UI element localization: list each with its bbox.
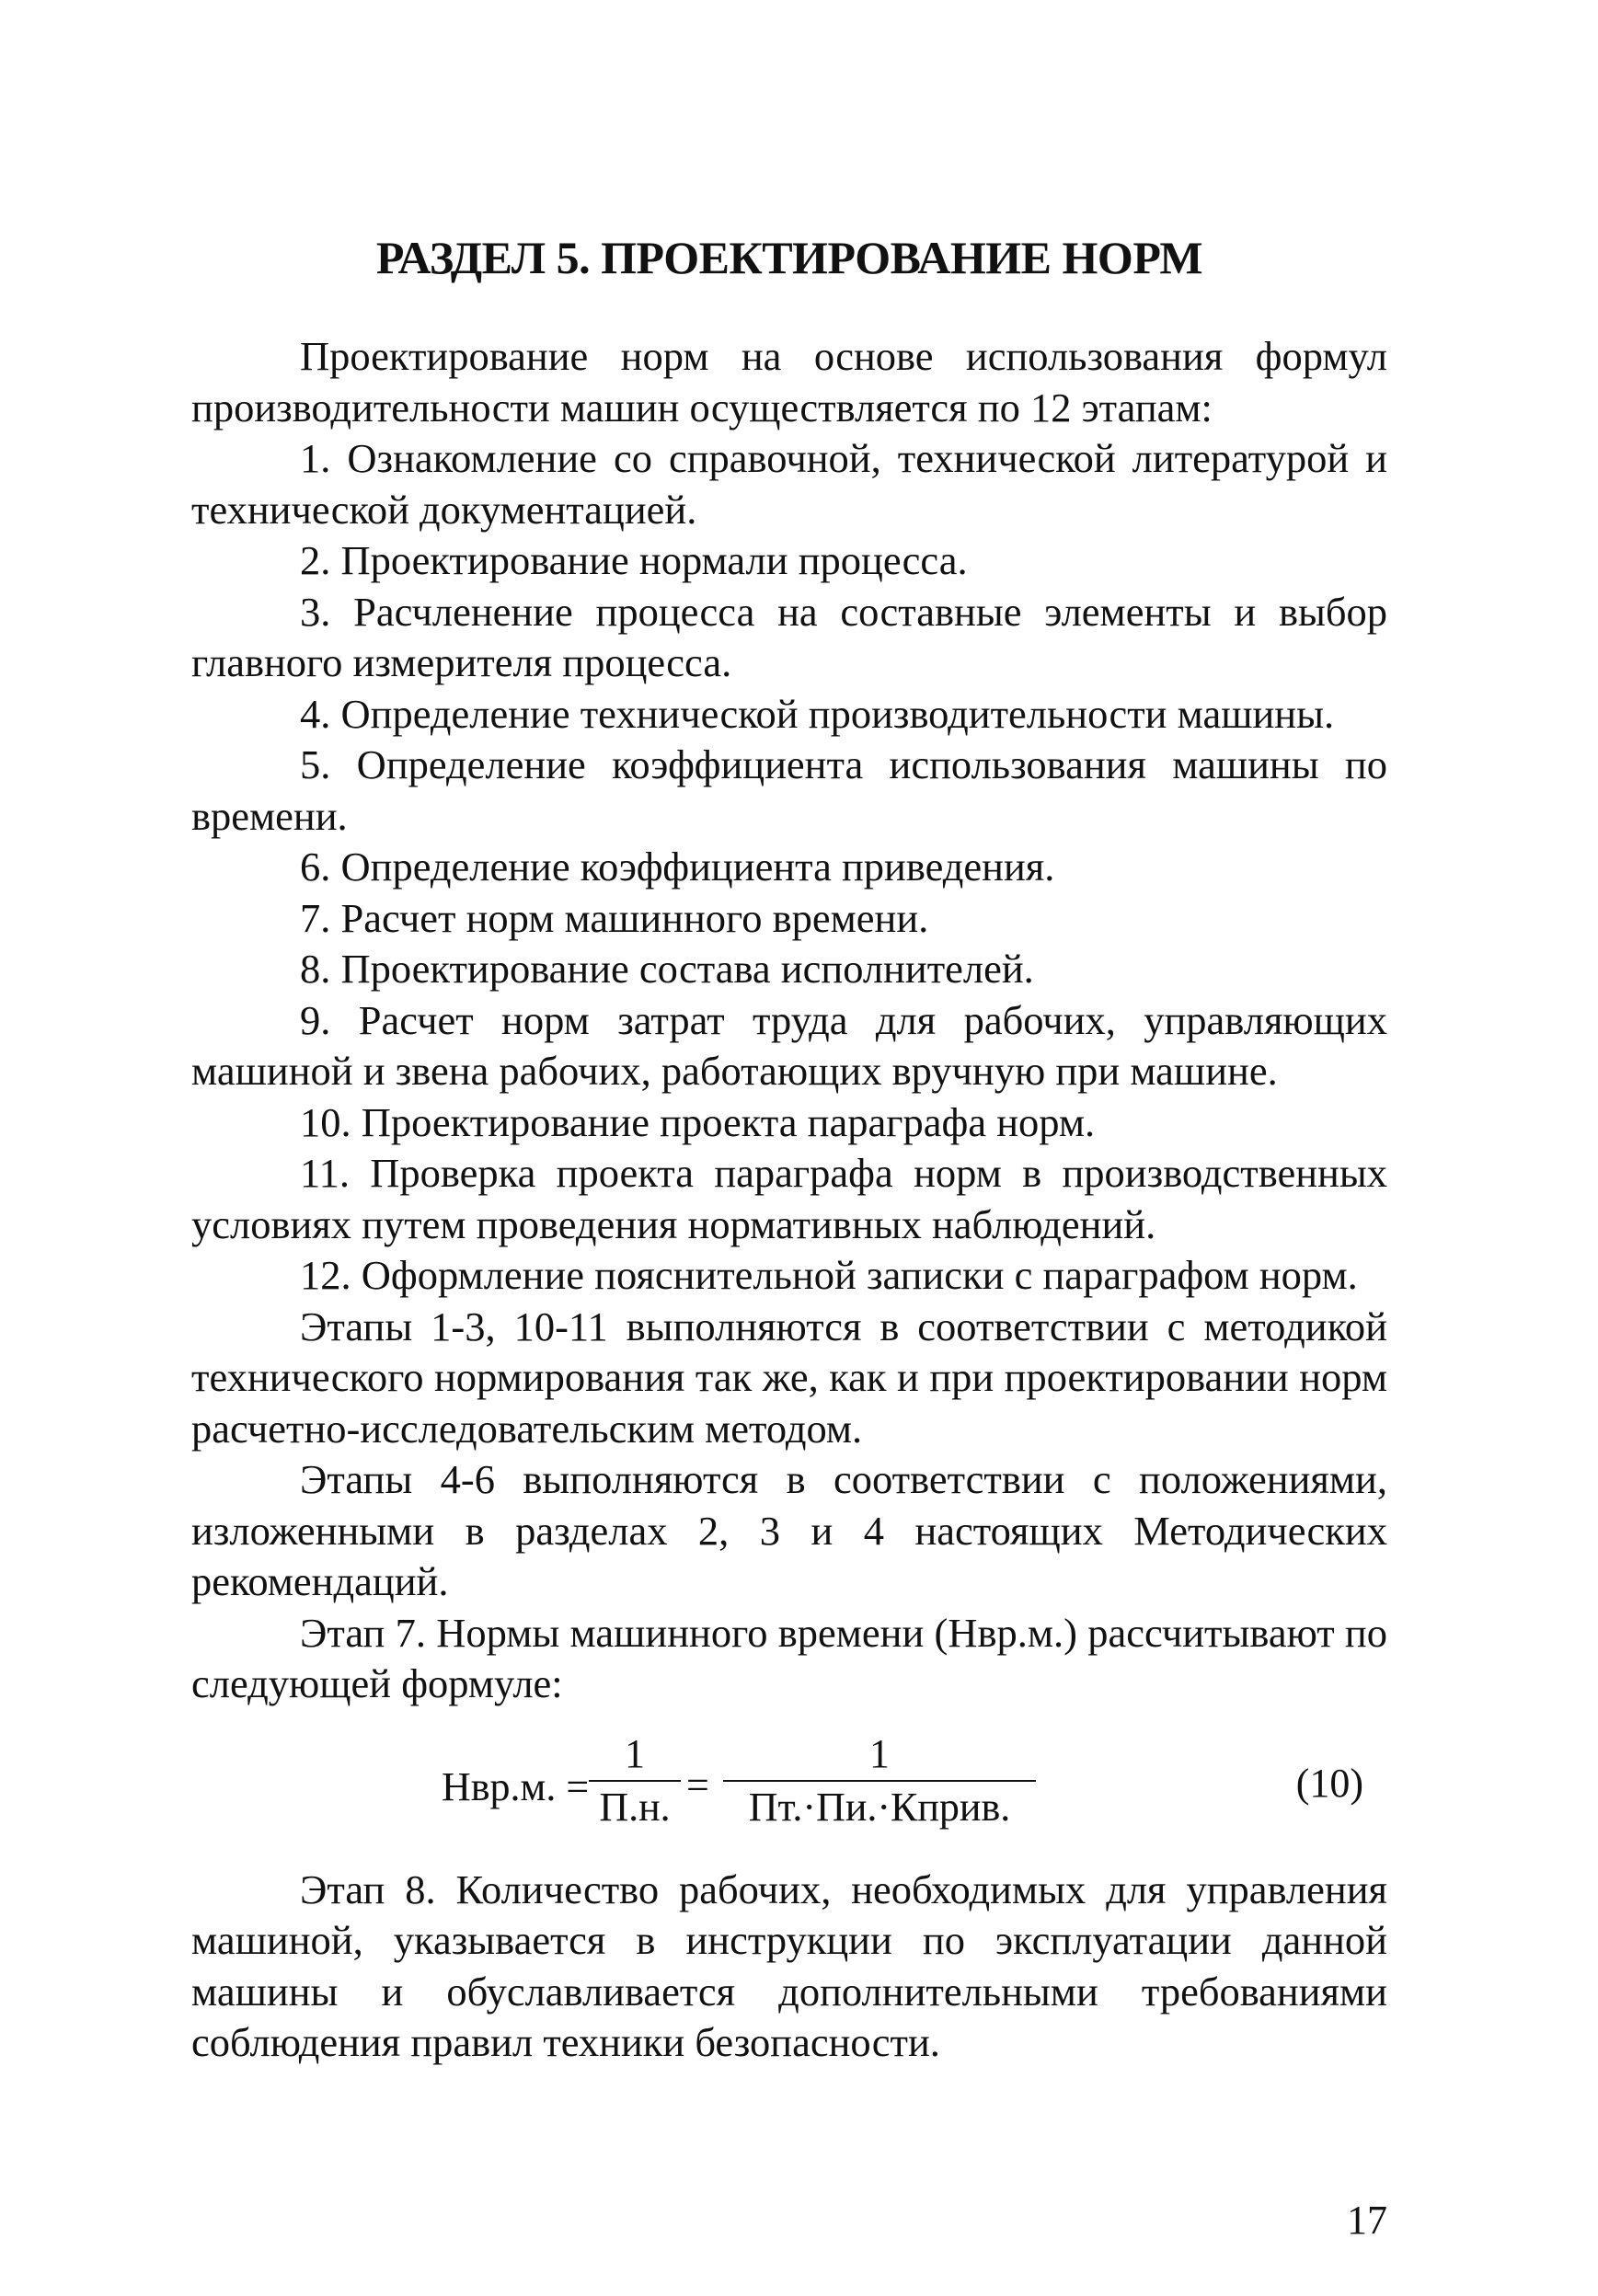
stage-item-10: 10. Проектирование проекта параграфа норм.: [300, 1098, 1096, 1145]
body-text: [191, 331, 1387, 2069]
stage-item-9: 9. Расчет норм затрат труда для рабочих, управляющих машиной и звена рабочих, работающих вручную при машине.: [191, 996, 1387, 1094]
stage-item-7: 7. Расчет норм машинного времени.: [300, 894, 929, 941]
stage-item-1: 1. Ознакомление со справочной, технической литературой и технической документацией.: [191, 435, 1387, 533]
fraction-1-numerator: 1: [589, 1730, 681, 1782]
stage-7-paragraph: Этап 7. Нормы машинного времени (Нвр.м.) рассчитывают по следующей формуле:: [191, 1609, 1387, 1706]
stages-4-6-paragraph: Этапы 4-6 выполняются в соответствии с положениями, изложенными в разделах 2, 3 и 4 настоящих Методических рекомендаций.: [191, 1456, 1387, 1604]
formula-equals: =: [686, 1762, 709, 1808]
stage-item-5: 5. Определение коэффициента использования машины по времени.: [191, 741, 1387, 839]
stage-item-11: 11. Проверка проекта параграфа норм в производственных условиях путем проведения нормативных наблюдений.: [191, 1150, 1387, 1247]
stage-item-2: 2. Проектирование нормали процесса.: [300, 537, 968, 583]
page-number: 17: [1347, 2198, 1387, 2243]
section-heading: РАЗДЕЛ 5. ПРОЕКТИРОВАНИЕ НОРМ: [375, 232, 1203, 283]
document-page: [191, 166, 1387, 2244]
intro-paragraph: Проектирование норм на основе использования формул производительности машин осуществляется по 12 этапам:: [191, 333, 1387, 430]
stage-item-12: 12. Оформление пояснительной записки с параграфом норм.: [300, 1252, 1358, 1298]
formula-lhs: Нвр.м. =: [442, 1763, 590, 1809]
formula-10: [191, 1710, 1387, 1865]
stages-1-3-paragraph: Этапы 1-3, 10-11 выполняются в соответствии с методикой технического нормирования так же, как и при проектировании норм расчетно-исследовательским методом.: [191, 1303, 1387, 1452]
stage-item-3: 3. Расчленение процесса на составные элементы и выбор главного измерителя процесса.: [191, 588, 1387, 685]
stage-item-6: 6. Определение коэффициента приведения.: [300, 844, 1055, 890]
formula-fraction-2: [723, 1730, 1036, 1831]
stage-item-8: 8. Проектирование состава исполнителей.: [300, 946, 1034, 992]
fraction-2-denominator: Пт.·Пи.·Кприв.: [748, 1784, 1011, 1830]
formula-fraction-1: [589, 1730, 681, 1831]
stage-item-4: 4. Определение технической производительности машины.: [300, 690, 1335, 737]
formula-number: (10): [1295, 1760, 1363, 1806]
fraction-2-numerator: 1: [723, 1730, 1036, 1782]
stage-8-paragraph: Этап 8. Количество рабочих, необходимых для управления машиной, указывается в инструкции по эксплуатации данной машины и обуславливается дополнительными требованиями соблюдения правил техники безопасности.: [191, 1866, 1387, 2065]
fraction-1-denominator: П.н.: [599, 1784, 671, 1830]
